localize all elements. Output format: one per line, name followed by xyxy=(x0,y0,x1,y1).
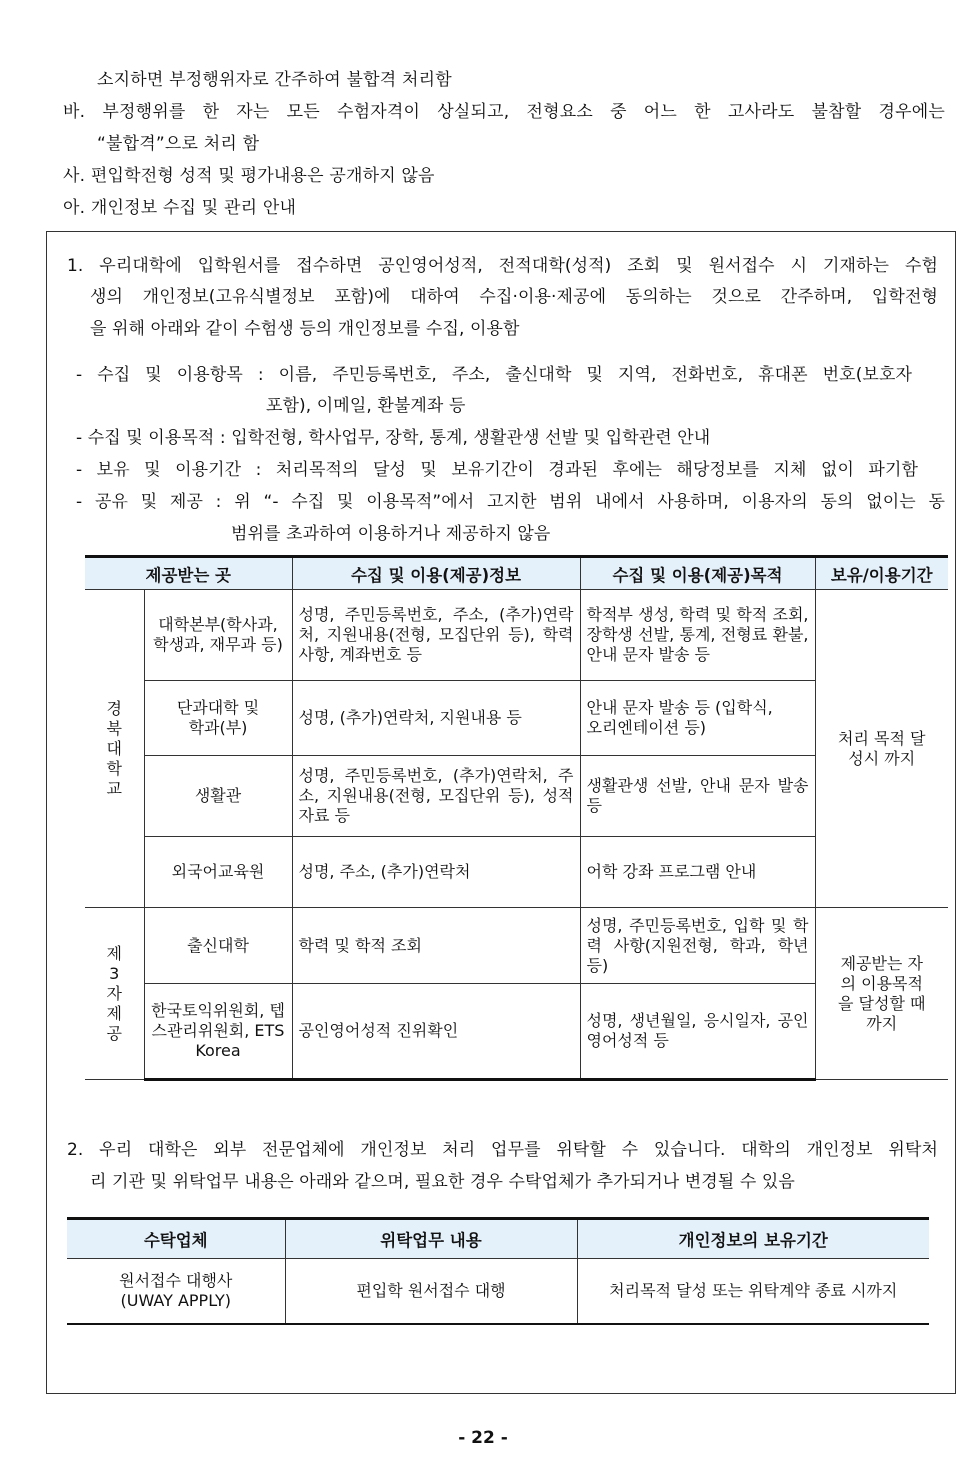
bullet-line: - 보유 및 이용기간 : 처리목적의 달성 및 보유기간이 경과된 후에는 해당정보를 지체 없이 파기함 xyxy=(76,460,918,480)
table-cell: 성명, 주민등록번호, 주소, (추가)연락처, 지원내용(전형, 모집단위 등), 학력사항, 계좌번호 등 xyxy=(292,590,580,681)
table-cell: 편입학 원서접수 대행 xyxy=(285,1259,577,1325)
table-cell: 성명, 주민등록번호, (추가)연락처, 주소, 지원내용(전형, 모집단위 등), 성적 자료 등 xyxy=(292,756,580,837)
table-cell: 처리목적 달성 또는 위탁계약 종료 시까지 xyxy=(577,1259,929,1325)
table-cell: 출신대학 xyxy=(144,908,292,984)
table-cell: 대학본부(학사과, 학생과, 재무과 등) xyxy=(144,590,292,681)
header-cell: 수집 및 이용(제공)정보 xyxy=(292,557,580,590)
header-cell: 위탁업무 내용 xyxy=(285,1219,577,1259)
provision-table xyxy=(85,555,948,1081)
paragraph-line: 리 기관 및 위탁업무 내용은 아래와 같으며, 필요한 경우 수탁업체가 추가되거나 변경될 수 있음 xyxy=(90,1172,795,1192)
table-cell: 학적부 생성, 학력 및 학적 조회, 장학생 선발, 통계, 전형료 환불, 안내 문자 발송 등 xyxy=(580,590,815,681)
group-label: 경북대학교 xyxy=(85,590,144,908)
header-cell: 제공받는 곳 xyxy=(85,557,292,590)
table-cell: 공인영어성적 진위확인 xyxy=(292,984,580,1080)
table-cell: 한국토익위원회, 텝스관리위원회, ETS Korea xyxy=(144,984,292,1080)
table-cell: 성명, 생년월일, 응시일자, 공인영어성적 등 xyxy=(580,984,815,1080)
bullet-line: - 수집 및 이용목적 : 입학전형, 학사업무, 장학, 통계, 생활관생 선발 및 입학관련 안내 xyxy=(76,428,711,448)
table-cell: 생활관생 선발, 안내 문자 발송 등 xyxy=(580,756,815,837)
table-cell: 성명, (추가)연락처, 지원내용 등 xyxy=(292,681,580,756)
section-heading: 아. 개인정보 수집 및 관리 안내 xyxy=(63,198,297,218)
paragraph-line: 1. 우리대학에 입학원서를 접수하면 공인영어성적, 전적대학(성적) 조회 및 원서접수 시 기재하는 수험 xyxy=(67,256,938,276)
bullet-line: - 수집 및 이용항목 : 이름, 주민등록번호, 주소, 출신대학 및 지역, 전화번호, 휴대폰 번호(보호자 xyxy=(76,365,912,385)
table-cell: 외국어교육원 xyxy=(144,837,292,908)
table-cell: 성명, 주소, (추가)연락처 xyxy=(292,837,580,908)
table-cell: 안내 문자 발송 등 (입학식, 오리엔테이션 등) xyxy=(580,681,815,756)
paragraph-line: 을 위해 아래와 같이 수험생 등의 개인정보를 수집, 이용함 xyxy=(90,319,520,339)
text-line: 바. 부정행위를 한 자는 모든 수험자격이 상실되고, 전형요소 중 어느 한 고사라도 불참할 경우에는 xyxy=(63,102,945,122)
text-line: 소지하면 부정행위자로 간주하여 불합격 처리함 xyxy=(97,70,452,90)
retention-cell: 제공받는 자의 이용목적을 달성할 때까지 xyxy=(815,908,948,1080)
table-cell: 원서접수 대행사 (UWAY APPLY) xyxy=(67,1259,285,1325)
bullet-line: - 공유 및 제공 : 위 “- 수집 및 이용목적”에서 고지한 범위 내에서 사용하며, 이용자의 동의 없이는 동 xyxy=(76,492,945,512)
table-cell: 어학 강좌 프로그램 안내 xyxy=(580,837,815,908)
outsourcing-table xyxy=(67,1217,929,1325)
table-cell: 학력 및 학적 조회 xyxy=(292,908,580,984)
header-cell: 보유/이용기간 xyxy=(815,557,948,590)
header-cell: 개인정보의 보유기간 xyxy=(577,1219,929,1259)
table-cell: 생활관 xyxy=(144,756,292,837)
paragraph-line: 생의 개인정보(고유식별정보 포함)에 대하여 수집·이용·제공에 동의하는 것으로 간주하며, 입학전형 xyxy=(90,287,938,307)
paragraph-line: 2. 우리 대학은 외부 전문업체에 개인정보 처리 업무를 위탁할 수 있습니다. 대학의 개인정보 위탁처 xyxy=(67,1140,938,1160)
bullet-line: 포함), 이메일, 환불계좌 등 xyxy=(266,396,466,416)
header-cell: 수탁업체 xyxy=(67,1219,285,1259)
text-line: 사. 편입학전형 성적 및 평가내용은 공개하지 않음 xyxy=(63,166,435,186)
group-label: 제3자제공 xyxy=(85,908,144,1080)
header-cell: 수집 및 이용(제공)목적 xyxy=(580,557,815,590)
table-cell: 단과대학 및 학과(부) xyxy=(144,681,292,756)
retention-cell: 처리 목적 달성시 까지 xyxy=(815,590,948,908)
bullet-line: 범위를 초과하여 이용하거나 제공하지 않음 xyxy=(231,524,551,544)
page-number: - 22 - xyxy=(458,1428,508,1448)
text-line: “불합격”으로 처리 함 xyxy=(97,134,260,154)
table-cell: 성명, 주민등록번호, 입학 및 학력 사항(지원전형, 학과, 학년 등) xyxy=(580,908,815,984)
